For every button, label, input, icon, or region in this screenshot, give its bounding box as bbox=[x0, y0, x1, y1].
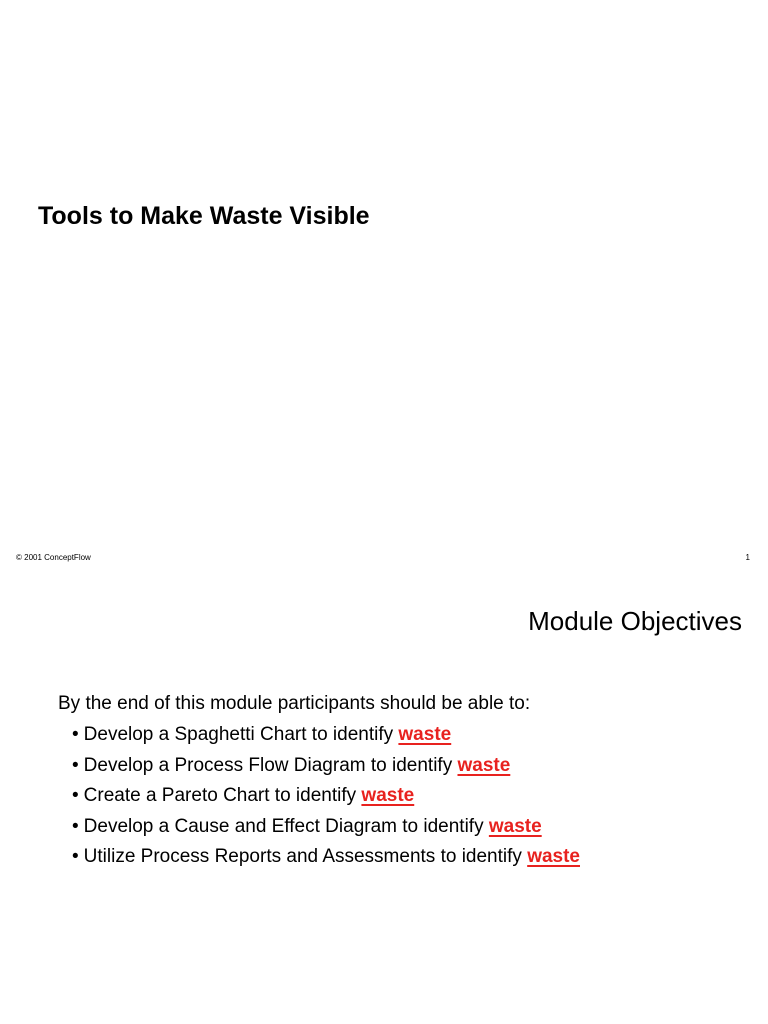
objective-item bbox=[72, 784, 580, 815]
bullet-icon: • bbox=[72, 724, 79, 745]
objective-item bbox=[72, 845, 580, 876]
objective-text: Develop a Spaghetti Chart to identify bbox=[83, 724, 399, 745]
slide-title: Tools to Make Waste Visible bbox=[38, 202, 370, 230]
waste-keyword: waste bbox=[488, 815, 542, 837]
bullet-icon: • bbox=[72, 815, 79, 837]
objective-item bbox=[72, 754, 580, 785]
waste-keyword: waste bbox=[361, 785, 415, 807]
waste-keyword: waste bbox=[527, 846, 580, 868]
copyright-footer: © 2001 ConceptFlow bbox=[16, 553, 91, 562]
objective-text: Create a Pareto Chart to identify bbox=[83, 785, 362, 807]
objectives-slide bbox=[0, 576, 768, 1024]
objective-text: Develop a Process Flow Diagram to identify bbox=[83, 754, 458, 776]
waste-keyword: waste bbox=[398, 724, 452, 745]
bullet-icon: • bbox=[72, 846, 79, 868]
objective-text: Develop a Cause and Effect Diagram to identify bbox=[83, 815, 489, 837]
objectives-intro: By the end of this module participants should be able to: bbox=[58, 693, 531, 714]
objective-text: Utilize Process Reports and Assessments to identify bbox=[83, 846, 528, 868]
objective-item bbox=[72, 723, 580, 754]
bullet-icon: • bbox=[72, 754, 79, 776]
objectives-list bbox=[72, 723, 580, 876]
objective-item bbox=[72, 815, 580, 846]
waste-keyword: waste bbox=[457, 754, 511, 776]
page-number: 1 bbox=[745, 553, 750, 562]
objectives-title: Module Objectives bbox=[528, 606, 742, 636]
bullet-icon: • bbox=[72, 785, 79, 807]
